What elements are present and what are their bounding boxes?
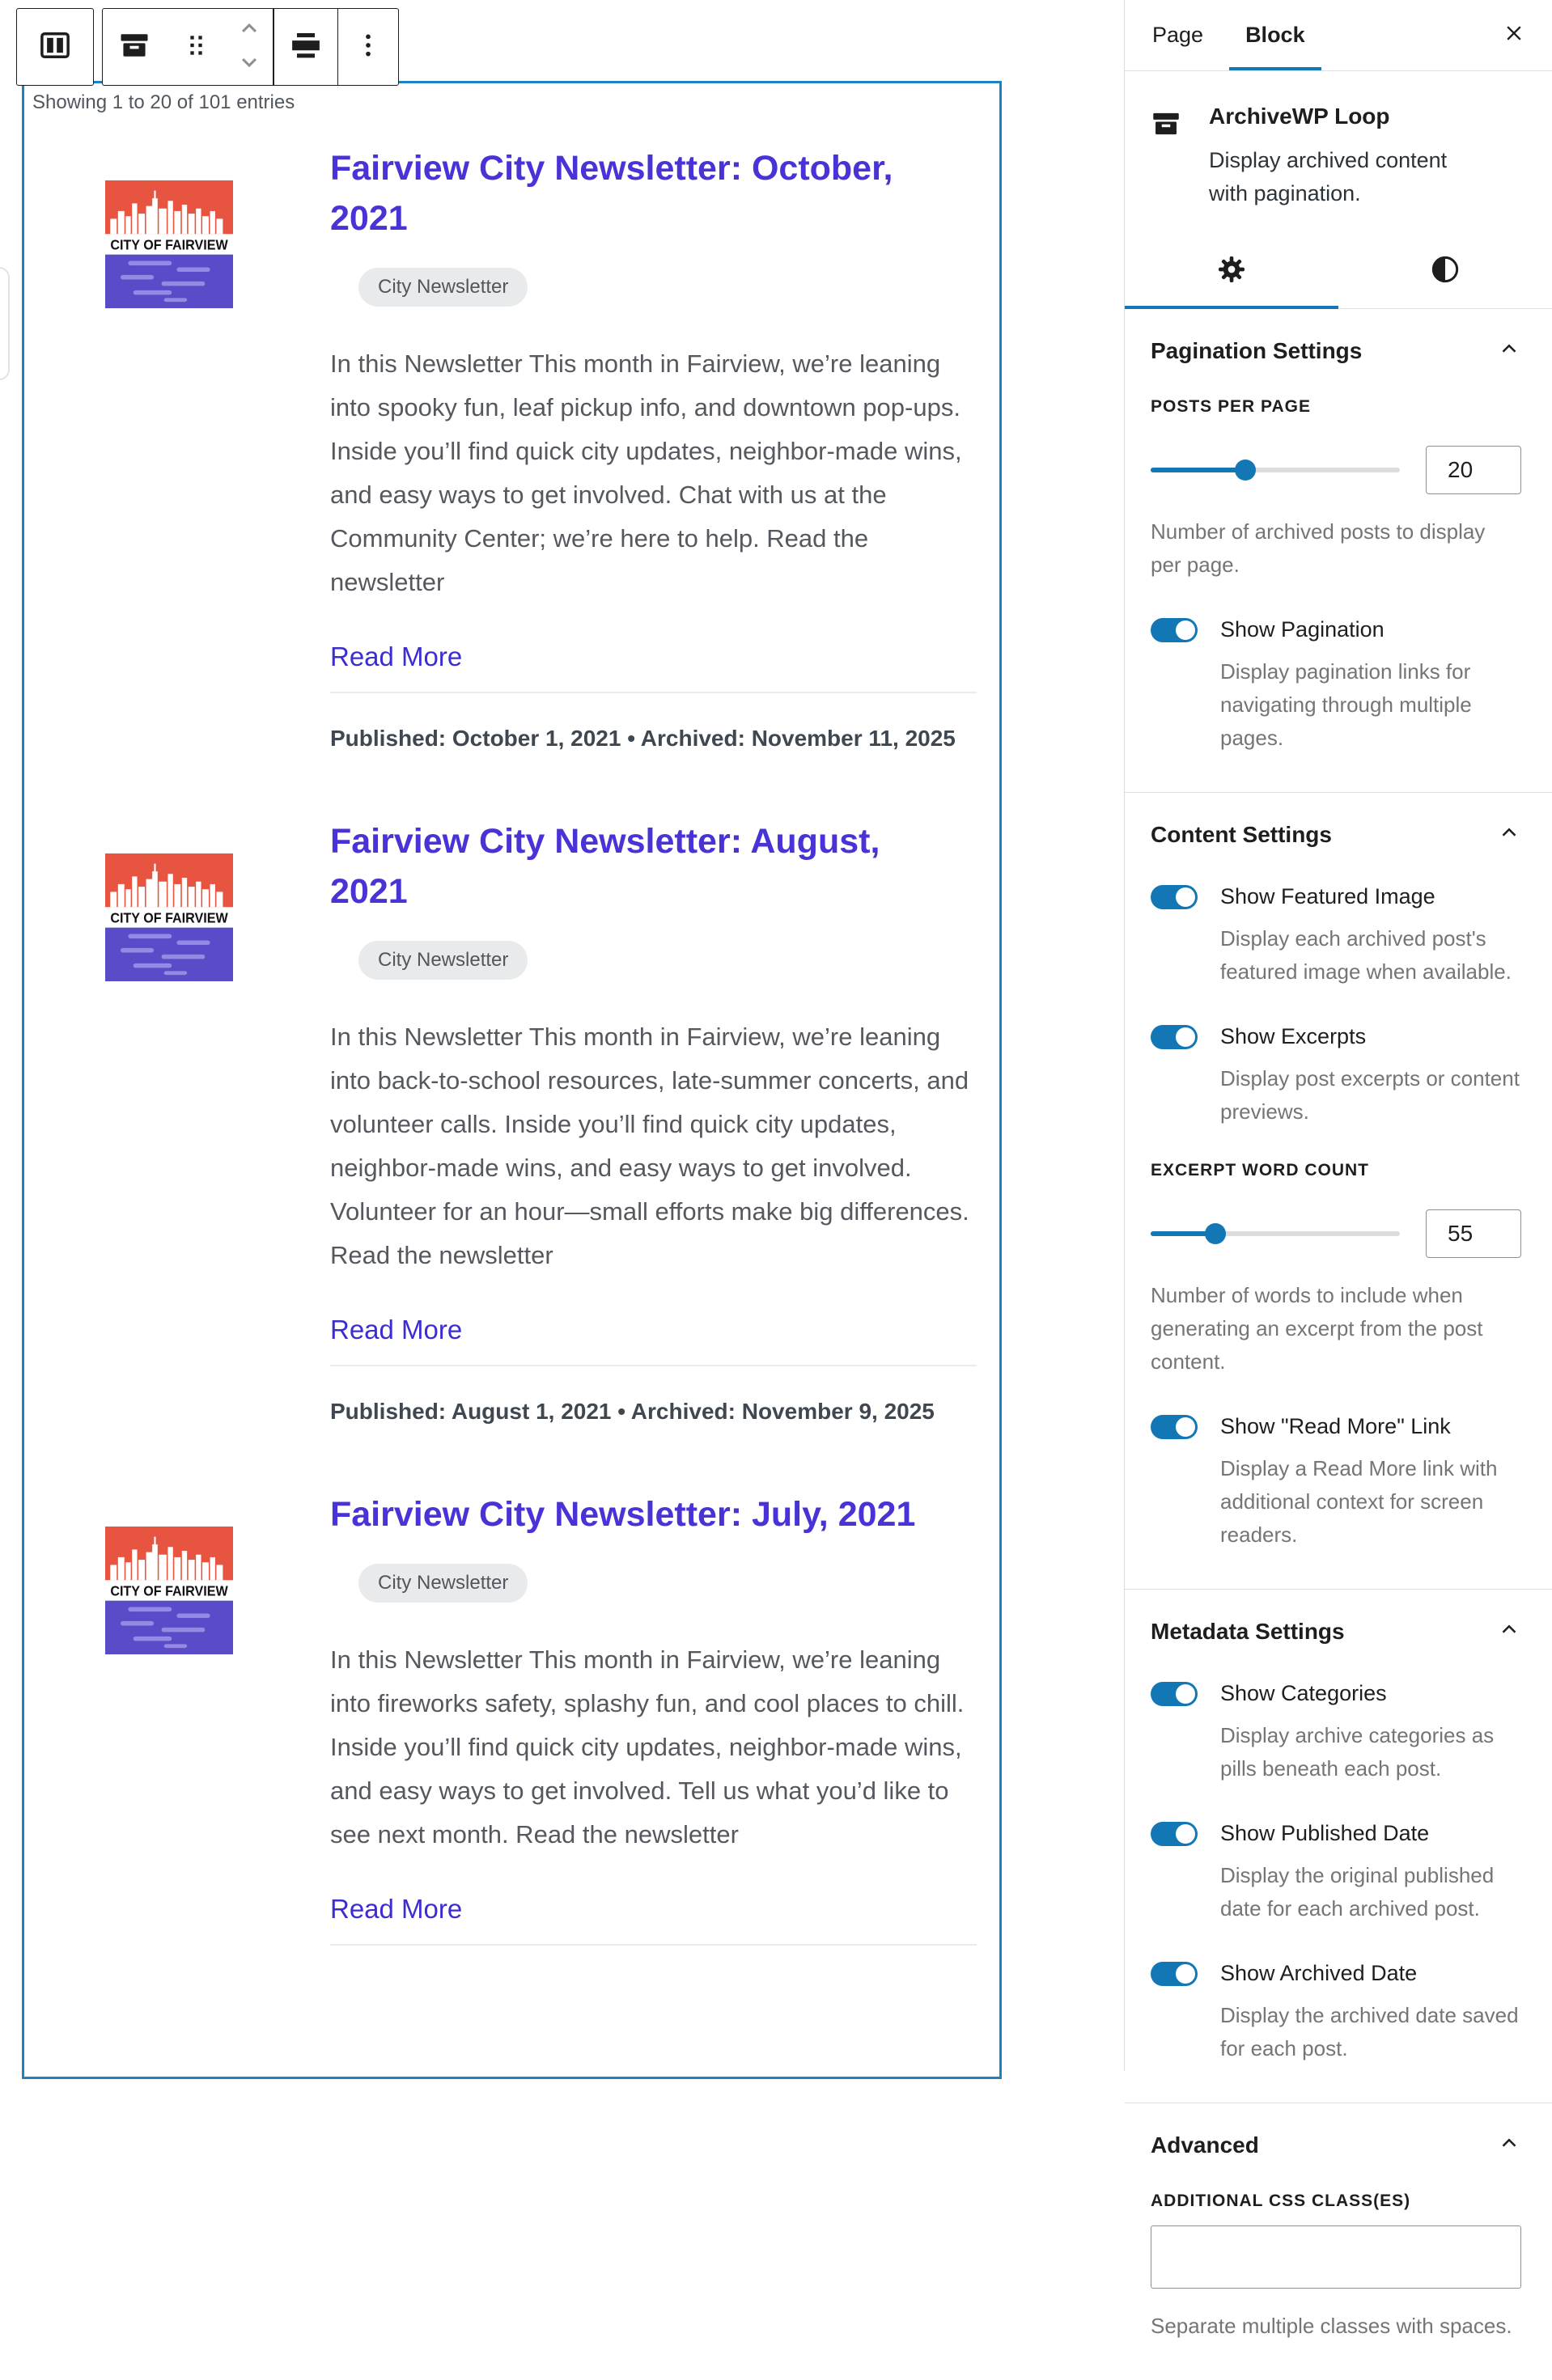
category-pill: City Newsletter [358,1564,528,1603]
archive-icon [117,28,152,67]
posts-per-page-label: POSTS PER PAGE [1151,397,1311,416]
posts-per-page-help: Number of archived posts to display per page. [1151,519,1486,577]
show-categories-help: Display archive categories as pills beneath each post. [1220,1723,1495,1781]
canvas-edge-drawer-handle[interactable] [0,267,10,380]
panel-metadata-settings [1125,1590,1552,2103]
showing-entries-text: Showing 1 to 20 of 101 entries [32,91,295,113]
archived-posts-list [24,143,999,1946]
chevron-up-icon [1497,337,1521,365]
show-pagination-help: Display pagination links for navigating through multiple pages. [1220,659,1472,750]
close-sidebar-button[interactable] [1500,19,1528,51]
show-excerpts-help: Display post excerpts or content previews. [1220,1066,1520,1124]
city-of-fairview-logo [105,180,233,308]
move-up-button[interactable] [234,13,265,47]
additional-css-help: Separate multiple classes with spaces. [1151,2314,1512,2338]
move-up-icon [234,13,265,48]
block-card-text [1209,104,1484,210]
block-card-description: Display archived content with pagination. [1209,148,1448,205]
post-featured-image [105,143,233,752]
panel-content-header[interactable]: Content Settings [1151,820,1521,849]
panel-pagination-header[interactable]: Pagination Settings [1151,337,1521,365]
post-title-link[interactable]: Fairview City Newsletter: October, 2021 [330,149,893,238]
show-pagination-toggle[interactable] [1151,618,1198,642]
tab-settings[interactable] [1125,235,1338,308]
show-archived-date-toggle[interactable] [1151,1962,1198,1986]
read-more-link[interactable]: Read More [330,1894,463,1924]
columns-icon [37,28,73,67]
city-of-fairview-logo [105,1527,233,1654]
archivewp-loop-block[interactable] [22,81,1002,2079]
align-button[interactable] [274,9,337,85]
show-archived-date-label: Show Archived Date [1220,1961,1418,1985]
block-card [1125,71,1552,235]
chevron-up-icon [1497,820,1521,849]
show-published-date-label: Show Published Date [1220,1821,1430,1845]
select-parent-block-button[interactable] [16,8,94,86]
show-categories-label: Show Categories [1220,1681,1387,1705]
show-read-more-label: Show "Read More" Link [1220,1414,1451,1438]
read-more-link[interactable]: Read More [330,1315,463,1345]
chevron-up-icon [1497,2131,1521,2159]
post-dates: Published: August 1, 2021 • Archived: November 9, 2025 [330,1399,935,1424]
drag-handle[interactable] [166,9,226,85]
posts-per-page-input[interactable] [1426,446,1521,494]
archive-icon [1149,107,1183,210]
post-excerpt: In this Newsletter This month in Fairview, we’re leaning into back-to-school resources, late-summer concerts, and volunteer calls. Inside you’ll find quick city updates, neighbor-made wins, and easy ways to get involved. Volunteer for an hour—small efforts make big differences. Read the newsletter [330,1023,969,1269]
excerpt-word-count-slider[interactable] [1151,1231,1400,1236]
show-categories-toggle[interactable] [1151,1682,1198,1706]
show-featured-image-label: Show Featured Image [1220,884,1435,908]
post-title-link[interactable]: Fairview City Newsletter: August, 2021 [330,822,880,911]
category-pill: City Newsletter [358,268,528,307]
post-excerpt: In this Newsletter This month in Fairview, we’re leaning into spooky fun, leaf pickup info, and downtown pop-ups. Inside you’ll find quick city updates, neighbor-made wins, and easy ways to get involved. Chat with us at the Community Center; we’re here to help. Read the newsletter [330,349,962,596]
panel-pagination-settings [1125,309,1552,793]
tab-styles[interactable] [1338,235,1552,308]
block-toolbar [16,8,399,86]
slider-thumb[interactable] [1205,1223,1226,1244]
posts-per-page-slider[interactable] [1151,468,1400,472]
show-featured-image-toggle[interactable] [1151,885,1198,909]
show-read-more-help: Display a Read More link with additional context for screen readers. [1220,1456,1498,1547]
post-excerpt: In this Newsletter This month in Fairview, we’re leaning into fireworks safety, splashy fun, and cool places to chill. Inside you’ll find quick city updates, neighbor-made wins, and easy ways to get involved. Tell us what you’d like to see next month. Read the newsletter [330,1645,965,1849]
city-of-fairview-logo [105,853,233,981]
post-content [330,1489,977,1946]
post-title-link[interactable]: Fairview City Newsletter: July, 2021 [330,1495,916,1534]
excerpt-word-count-input[interactable] [1426,1209,1521,1258]
post-content [330,143,977,752]
drag-handle-icon [180,29,212,66]
show-archived-date-help: Display the archived date saved for each post. [1220,2003,1519,2060]
post-dates: Published: October 1, 2021 • Archived: November 11, 2025 [330,726,956,751]
sidebar-header [1125,0,1552,71]
show-excerpts-toggle[interactable] [1151,1025,1198,1049]
block-card-title: ArchiveWP Loop [1209,104,1390,129]
align-center-icon [288,28,324,67]
settings-sidebar [1124,0,1552,2338]
panel-advanced [1125,2103,1552,2380]
move-down-icon [234,47,265,82]
additional-css-label: ADDITIONAL CSS CLASS(ES) [1151,2192,1411,2210]
move-down-button[interactable] [234,47,265,81]
show-read-more-toggle[interactable] [1151,1415,1198,1439]
post-divider [330,1365,977,1366]
additional-css-input[interactable] [1151,2225,1521,2289]
category-pill: City Newsletter [358,941,528,980]
post-item [105,1489,977,1946]
show-excerpts-label: Show Excerpts [1220,1024,1367,1048]
panel-content-settings [1125,793,1552,1590]
show-published-date-help: Display the original published date for each archived post. [1220,1863,1495,1921]
block-type-button[interactable] [103,9,166,85]
read-more-link[interactable]: Read More [330,642,463,671]
excerpt-word-count-label: EXCERPT WORD COUNT [1151,1161,1369,1179]
options-button[interactable] [338,9,398,85]
show-featured-image-help: Display each archived post's featured image when available. [1220,926,1512,984]
panel-advanced-header[interactable]: Advanced [1151,2131,1521,2159]
close-icon [1500,19,1528,51]
excerpt-word-count-help: Number of words to include when generating an excerpt from the post content. [1151,1283,1483,1374]
options-icon [352,29,384,66]
styles-half-circle-icon [1429,253,1461,290]
show-pagination-label: Show Pagination [1220,617,1385,642]
tab-block[interactable]: Block [1224,0,1326,70]
gear-icon [1215,253,1248,290]
post-item [105,143,977,752]
chevron-up-icon [1497,1617,1521,1645]
sidebar-icon-tabs [1125,235,1552,309]
slider-thumb[interactable] [1235,459,1256,481]
post-featured-image [105,816,233,1425]
post-divider [330,1944,977,1946]
post-content [330,816,977,1425]
show-published-date-toggle[interactable] [1151,1822,1198,1846]
tab-page[interactable]: Page [1152,23,1204,47]
post-divider [330,692,977,693]
panel-metadata-header[interactable]: Metadata Settings [1151,1617,1521,1645]
block-mover [226,9,273,85]
block-toolbar-group [102,8,399,86]
post-featured-image [105,1489,233,1946]
post-item [105,816,977,1425]
